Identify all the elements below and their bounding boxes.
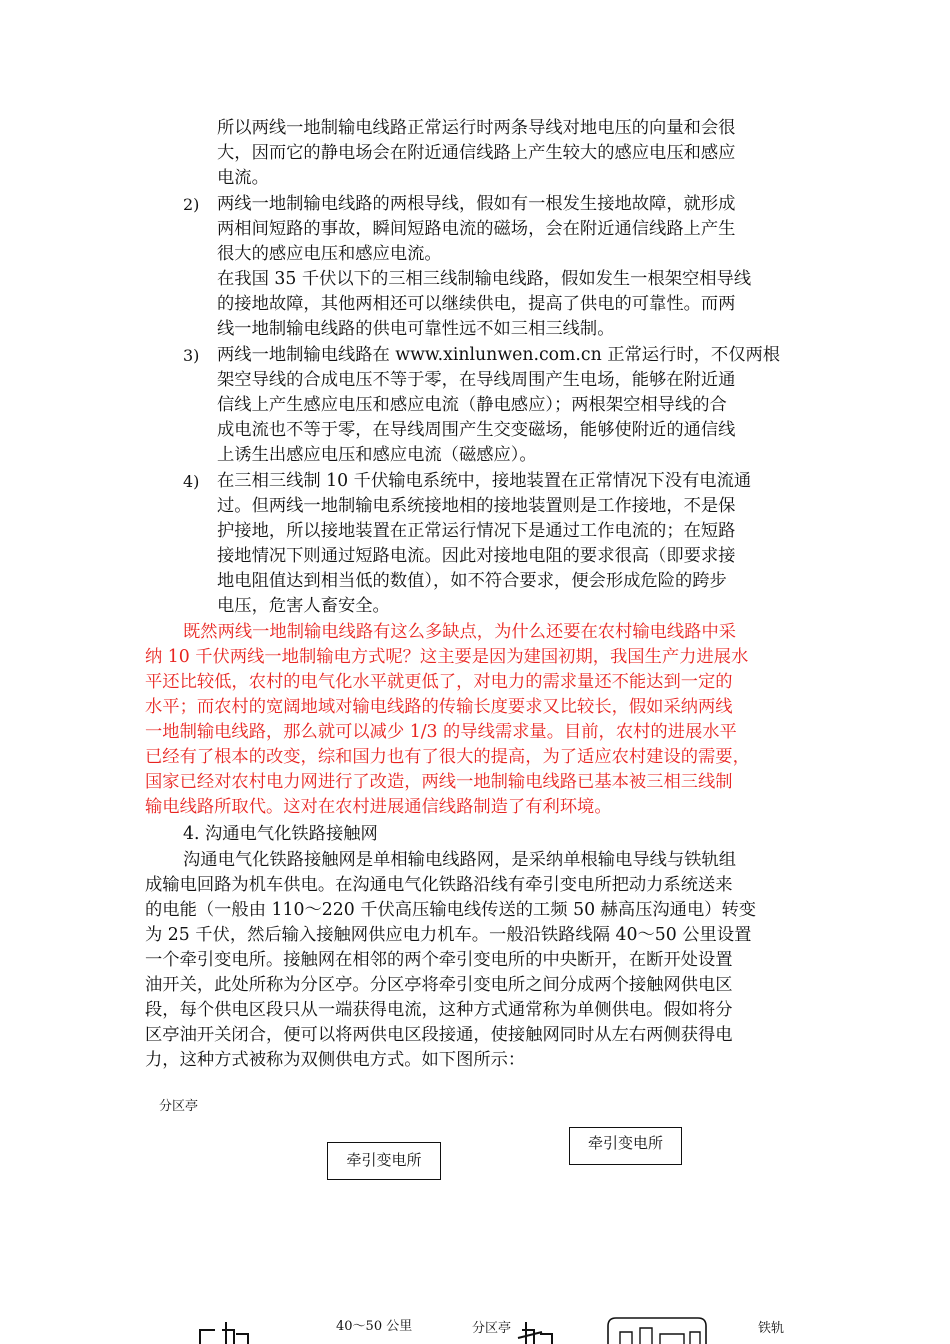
text-line: 既然两线一地制输电线路有这么多缺点，为什么还要在农村输电线路中采 xyxy=(183,622,737,642)
text-line: 区亭油开关闭合，便可以将两供电区段接通，使接触网同时从左右两侧获得电 xyxy=(145,1025,733,1045)
section-heading: 4. 沟通电气化铁路接触网 xyxy=(183,824,378,844)
text-line: 在三相三线制 10 千伏输电系统中，接地装置在正常情况下没有电流通 xyxy=(217,471,752,491)
text-line: 成电流也不等于零，在导线周围产生交变磁场，能够使附近的通信线 xyxy=(217,420,736,440)
text-line: 所以两线一地制输电线路正常运行时两条导线对地电压的向量和会很 xyxy=(217,118,736,138)
switch-symbol-mid xyxy=(518,1322,552,1344)
list-number: 3) xyxy=(183,346,200,365)
text-line: 两线一地制输电线路在 www.xinlunwen.com.cn 正常运行时，不仅两根 xyxy=(217,345,781,365)
text-line: 平还比较低，农村的电气化水平就更低了，对电力的需求量还不能达到一定的 xyxy=(145,672,733,692)
locomotive-parts xyxy=(620,1328,700,1344)
substation-label: 牵引变电所 xyxy=(346,1151,422,1169)
diagram-label-section-post: 分区亭 xyxy=(159,1099,199,1114)
text-line: 纳 10 千伏两线一地制输电方式呢？这主要是因为建国初期，我国生产力进展水 xyxy=(145,647,749,667)
text-line: 上诱生出感应电压和感应电流（磁感应）。 xyxy=(217,445,537,465)
text-line: 信线上产生感应电压和感应电流（静电感应）；两根架空相导线的合 xyxy=(217,395,727,415)
text-line: 段，每个供电区段只从一端获得电流，这种方式通常称为单侧供电。假如将分 xyxy=(145,1000,733,1020)
text-line: 架空导线的合成电压不等于零，在导线周围产生电场，能够在附近通 xyxy=(217,370,736,390)
text-line: 电压，危害人畜安全。 xyxy=(217,596,390,616)
text-line: 国家已经对农村电力网进行了改造，两线一地制输电线路已基本被三相三线制 xyxy=(145,772,733,792)
list-number: 2) xyxy=(183,195,200,214)
text-line: 很大的感应电压和感应电流。 xyxy=(217,244,442,264)
text-line: 在我国 35 千伏以下的三相三线制输电线路，假如发生一根架空相导线 xyxy=(217,269,752,289)
text-line: 为 25 千伏，然后输入接触网供应电力机车。一般沿铁路线隔 40～50 公里设置 xyxy=(145,925,752,945)
text-line: 沟通电气化铁路接触网是单相输电线路网，是采纳单根输电导线与铁轨组 xyxy=(183,850,737,870)
text-line: 过。但两线一地制输电系统接地相的接地装置则是工作接地，不是保 xyxy=(217,496,736,516)
text-line: 两线一地制输电线路的两根导线，假如有一根发生接地故障，就形成 xyxy=(217,194,736,214)
text-line: 已经有了根本的改变，综和国力也有了很大的提高，为了适应农村建设的需要， xyxy=(145,747,750,767)
diagram-label-section-post-bottom: 分区亭 xyxy=(472,1321,512,1336)
text-line: 线一地制输电线路的供电可靠性远不如三相三线制。 xyxy=(217,319,615,339)
text-line: 大，因而它的静电场会在附近通信线路上产生较大的感应电压和感应 xyxy=(217,143,736,163)
text-line: 地电阻值达到相当低的数值），如不符合要求，便会形成危险的跨步 xyxy=(217,571,727,591)
text-line: 一地制输电线路，那么就可以减少 1/3 的导线需求量。目前，农村的进展水平 xyxy=(145,722,737,742)
text-line: 输电线路所取代。这对在农村进展通信线路制造了有利环境。 xyxy=(145,797,612,817)
list-number: 4) xyxy=(183,472,200,491)
locomotive-outline xyxy=(608,1318,706,1344)
substation-label: 牵引变电所 xyxy=(587,1134,663,1152)
text-line: 两相间短路的事故，瞬间短路电流的磁场，会在附近通信线路上产生 xyxy=(217,219,736,239)
text-line: 电流。 xyxy=(217,168,269,188)
text-line: 接地情况下则通过短路电流。因此对接地电阻的要求很高（即要求接 xyxy=(217,546,736,566)
text-line: 油开关，此处所称为分区亭。分区亭将牵引变电所之间分成两个接触网供电区 xyxy=(145,975,733,995)
text-line: 的电能（一般由 110～220 千伏高压输电线传送的工频 50 赫高压沟通电）转变 xyxy=(145,900,757,920)
text-line: 成输电回路为机车供电。在沟通电气化铁路沿线有牵引变电所把动力系统送来 xyxy=(145,875,733,895)
substation-box-right xyxy=(569,1127,682,1165)
text-line: 力，这种方式被称为双侧供电方式。如下图所示： xyxy=(145,1050,526,1070)
switch-symbol-left xyxy=(200,1322,248,1344)
text-line: 一个牵引变电所。接触网在相邻的两个牵引变电所的中央断开，在断开处设置 xyxy=(145,950,733,970)
text-line: 护接地，所以接地装置在正常运行情况下是通过工作电流的；在短路 xyxy=(217,521,736,541)
text-line: 的接地故障，其他两相还可以继续供电，提高了供电的可靠性。而两 xyxy=(217,294,736,314)
substation-box-left xyxy=(327,1142,441,1180)
distance-label: 40～50 公里 xyxy=(336,1319,413,1334)
rail-label: 铁轨 xyxy=(758,1321,785,1336)
text-line: 水平；而农村的宽阔地域对输电线路的传输长度要求又比较长，假如采纳两线 xyxy=(145,697,733,717)
